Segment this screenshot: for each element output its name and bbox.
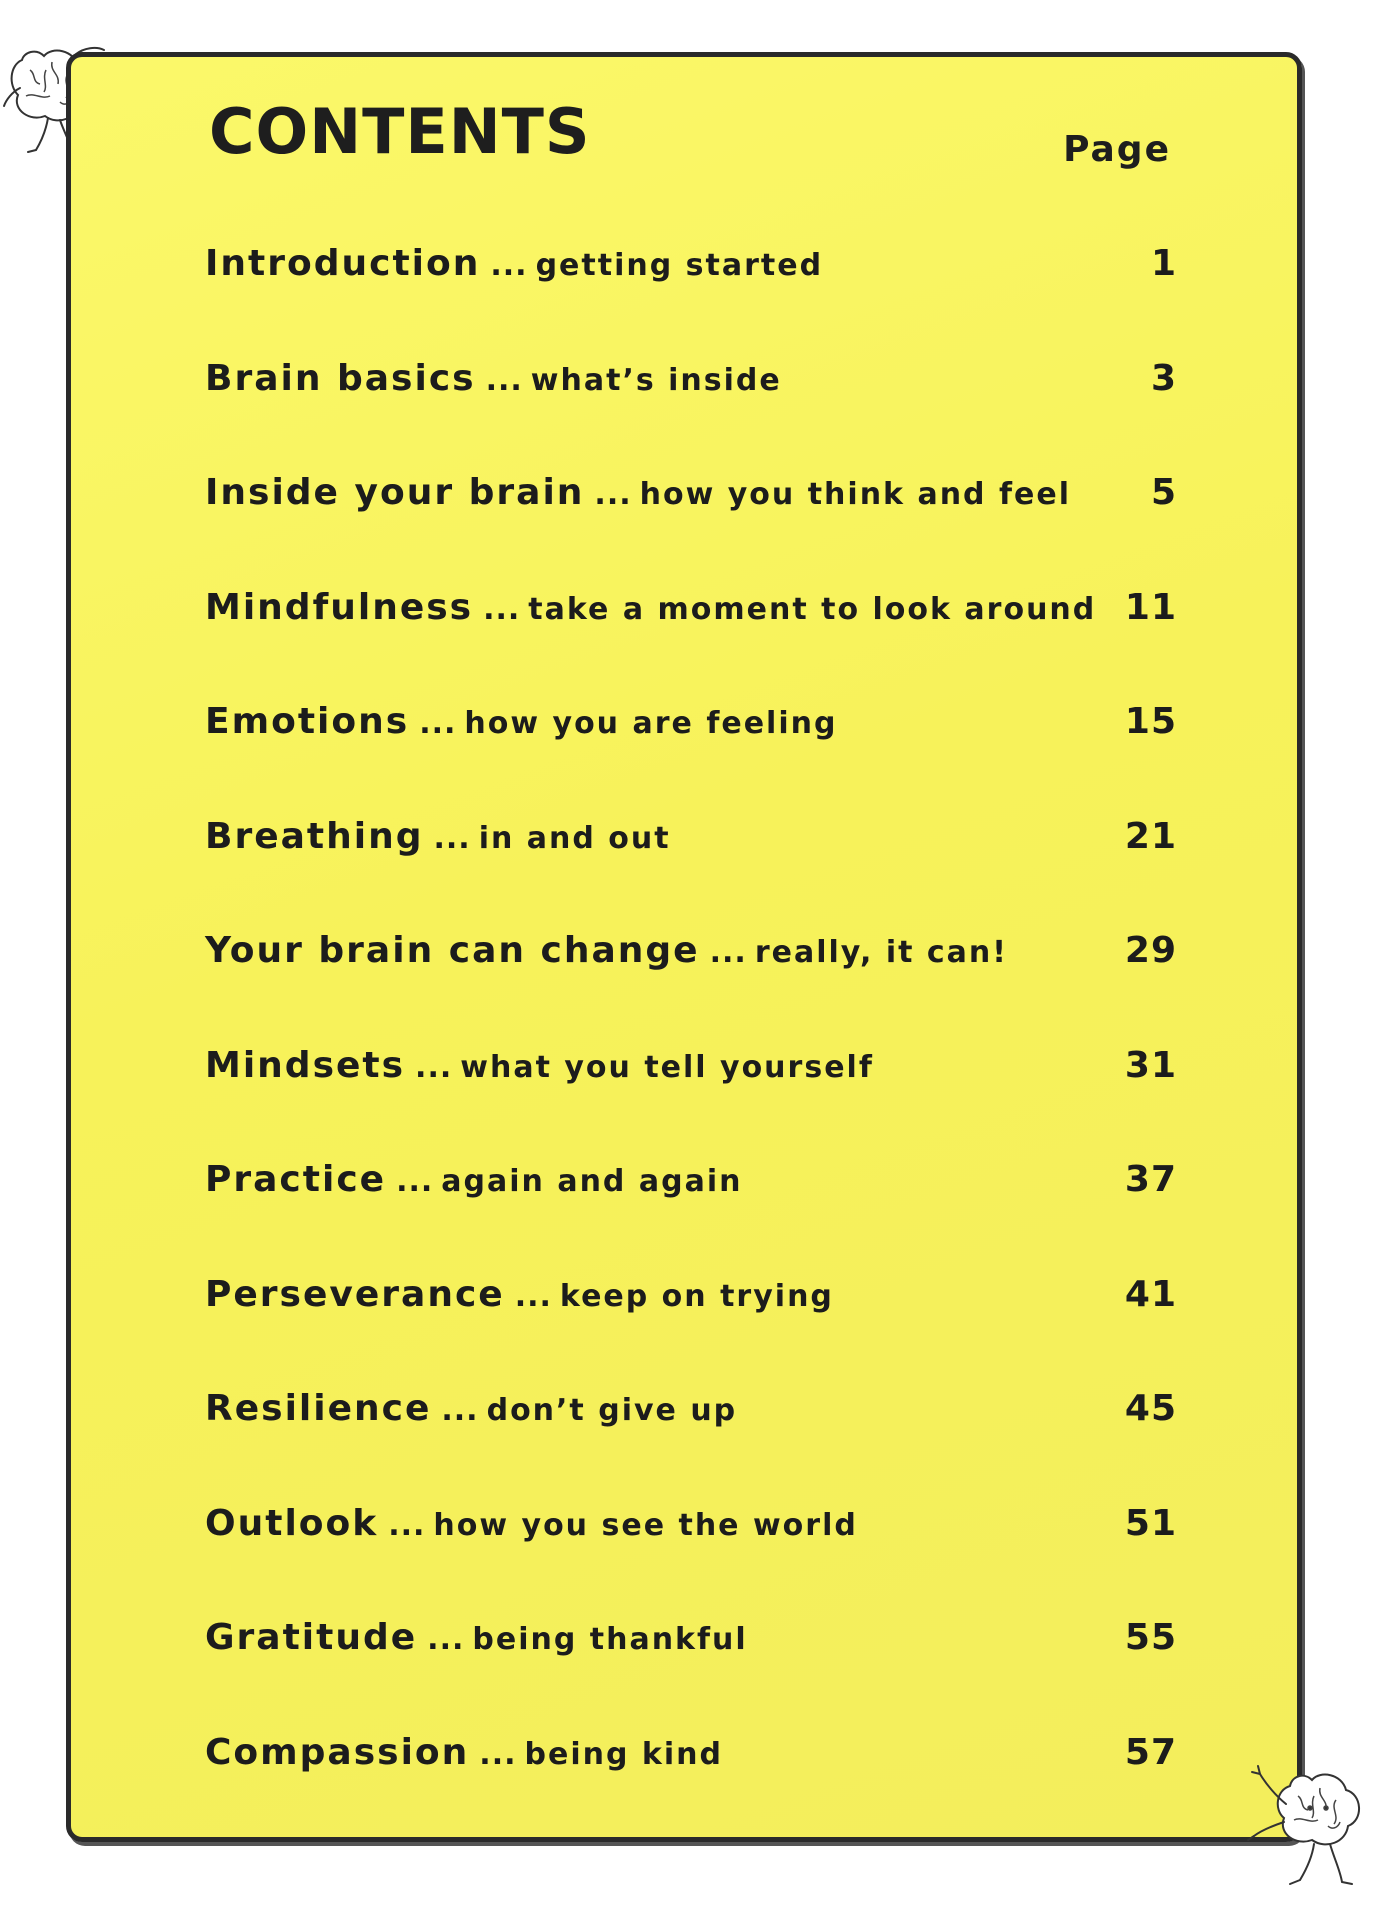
brain-mascot-icon [1240, 1760, 1380, 1900]
contents-panel [66, 52, 1302, 1842]
toc-page-number: 45 [1124, 1388, 1177, 1429]
toc-topic: Gratitude [205, 1617, 418, 1658]
toc-topic: Your brain can change [205, 930, 700, 971]
toc-topic: Practice [205, 1159, 387, 1200]
toc-entry[interactable] [205, 454, 1177, 569]
toc-description: again and again [441, 1164, 743, 1199]
toc-description: take a moment to look around [528, 591, 1097, 627]
toc-page-number: 1 [1150, 243, 1177, 284]
toc-topic: Mindsets [205, 1044, 406, 1086]
toc-description: in and out [478, 820, 671, 856]
toc-entry[interactable] [205, 1027, 1177, 1142]
toc-dots: ... [433, 820, 471, 856]
toc-dots: ... [388, 1507, 426, 1543]
toc-entry[interactable] [205, 1714, 1177, 1829]
toc-topic: Perseverance [205, 1273, 505, 1315]
toc-page-number: 37 [1124, 1159, 1177, 1200]
toc-entry[interactable] [205, 1485, 1177, 1600]
toc-topic: Compassion [205, 1731, 470, 1773]
toc-dots: ... [483, 591, 521, 627]
toc-page-number: 29 [1124, 930, 1177, 971]
toc-description: what’s inside [530, 362, 782, 398]
toc-topic: Outlook [205, 1502, 379, 1544]
toc-entry[interactable] [205, 340, 1177, 455]
toc-topic: Mindfulness [205, 586, 474, 628]
toc-entry[interactable] [205, 912, 1177, 1027]
toc-topic: Resilience [205, 1388, 432, 1429]
toc-entry[interactable] [205, 569, 1177, 684]
toc-dots: ... [441, 1393, 479, 1428]
toc-description: what you tell yourself [460, 1049, 874, 1085]
toc-page-number: 41 [1124, 1273, 1177, 1315]
toc-topic: Introduction [205, 243, 481, 284]
toc-topic: Breathing [205, 815, 424, 857]
toc-dots: ... [419, 706, 457, 741]
toc-dots: ... [709, 935, 747, 970]
toc-entry[interactable] [205, 683, 1177, 798]
toc-page-number: 51 [1124, 1502, 1177, 1544]
page-column-heading: Page [1063, 129, 1171, 170]
toc-dots: ... [396, 1164, 434, 1199]
toc-dots: ... [514, 1278, 552, 1314]
toc-topic: Emotions [205, 701, 410, 742]
toc-description: don’t give up [486, 1393, 738, 1428]
toc-page-number: 31 [1124, 1044, 1177, 1086]
toc-topic: Inside your brain [205, 472, 585, 513]
toc-entry[interactable] [205, 1256, 1177, 1371]
toc-description: being kind [524, 1736, 723, 1772]
page-title: CONTENTS [209, 95, 591, 168]
toc-entry[interactable] [205, 1370, 1177, 1485]
toc-dots: ... [415, 1049, 453, 1085]
toc-dots: ... [427, 1622, 465, 1657]
toc-entry[interactable] [205, 225, 1177, 340]
toc-page-number: 21 [1124, 815, 1177, 857]
toc-page-number: 5 [1150, 472, 1177, 513]
toc-page-number: 55 [1124, 1617, 1177, 1658]
toc-topic: Brain basics [205, 357, 476, 399]
toc-page-number: 15 [1124, 701, 1177, 742]
toc-description: really, it can! [754, 935, 1008, 970]
toc-page-number: 11 [1124, 586, 1177, 628]
toc-dots: ... [479, 1736, 517, 1772]
toc-entry[interactable] [205, 1599, 1177, 1714]
toc-dots: ... [490, 248, 528, 283]
toc-dots: ... [485, 362, 523, 398]
toc-description: getting started [535, 248, 824, 283]
toc-page-number: 57 [1124, 1731, 1177, 1773]
table-of-contents [205, 225, 1177, 1828]
toc-dots: ... [594, 477, 632, 512]
toc-description: keep on trying [559, 1278, 834, 1314]
toc-description: how you see the world [433, 1507, 858, 1543]
toc-page-number: 3 [1150, 357, 1177, 399]
toc-description: being thankful [472, 1622, 748, 1657]
toc-entry[interactable] [205, 798, 1177, 913]
toc-description: how you are feeling [464, 706, 838, 741]
toc-entry[interactable] [205, 1141, 1177, 1256]
toc-description: how you think and feel [639, 477, 1072, 512]
